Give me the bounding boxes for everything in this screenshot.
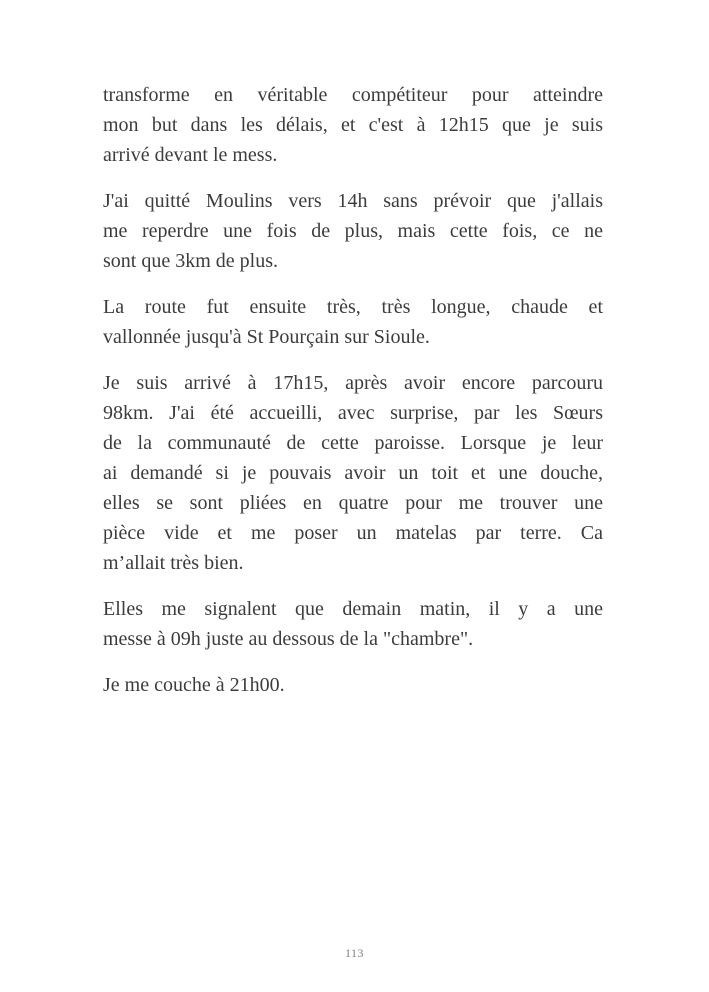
paragraph — [103, 186, 603, 276]
paragraph — [103, 292, 603, 352]
text-line: Je me couche à 21h00. — [103, 674, 285, 696]
text-line: vallonnée jusqu'à St Pourçain sur Sioule. — [103, 326, 430, 348]
text-line: transforme en véritable compétiteur pour atteindre — [103, 84, 603, 106]
text-line: me reperdre une fois de plus, mais cette fois, ce ne — [103, 220, 603, 242]
text-line: Elles me signalent que demain matin, il y a une — [103, 598, 603, 620]
paragraph — [103, 594, 603, 654]
text-line: sont que 3km de plus. — [103, 250, 278, 272]
paragraph — [103, 80, 603, 170]
text-line: Je suis arrivé à 17h15, après avoir encore parcouru — [103, 372, 603, 394]
page-number: 113 — [344, 946, 365, 960]
paragraph — [103, 368, 603, 578]
text-line: La route fut ensuite très, très longue, chaude et — [103, 296, 603, 318]
text-line: 98km. J'ai été accueilli, avec surprise, par les Sœurs — [103, 402, 603, 424]
text-line: J'ai quitté Moulins vers 14h sans prévoir que j'allais — [103, 190, 603, 212]
paragraph — [103, 670, 603, 700]
text-line: messe à 09h juste au dessous de la "chambre". — [103, 628, 474, 650]
text-line: mon but dans les délais, et c'est à 12h15 que je suis — [103, 114, 603, 136]
text-line: pièce vide et me poser un matelas par terre. Ca — [103, 522, 603, 544]
text-block — [103, 80, 603, 700]
text-line: elles se sont pliées en quatre pour me trouver une — [103, 492, 603, 514]
text-line: m’allait très bien. — [103, 552, 244, 574]
text-line: arrivé devant le mess. — [103, 144, 278, 166]
text-line: ai demandé si je pouvais avoir un toit et une douche, — [103, 462, 603, 484]
text-line: de la communauté de cette paroisse. Lorsque je leur — [103, 432, 603, 454]
